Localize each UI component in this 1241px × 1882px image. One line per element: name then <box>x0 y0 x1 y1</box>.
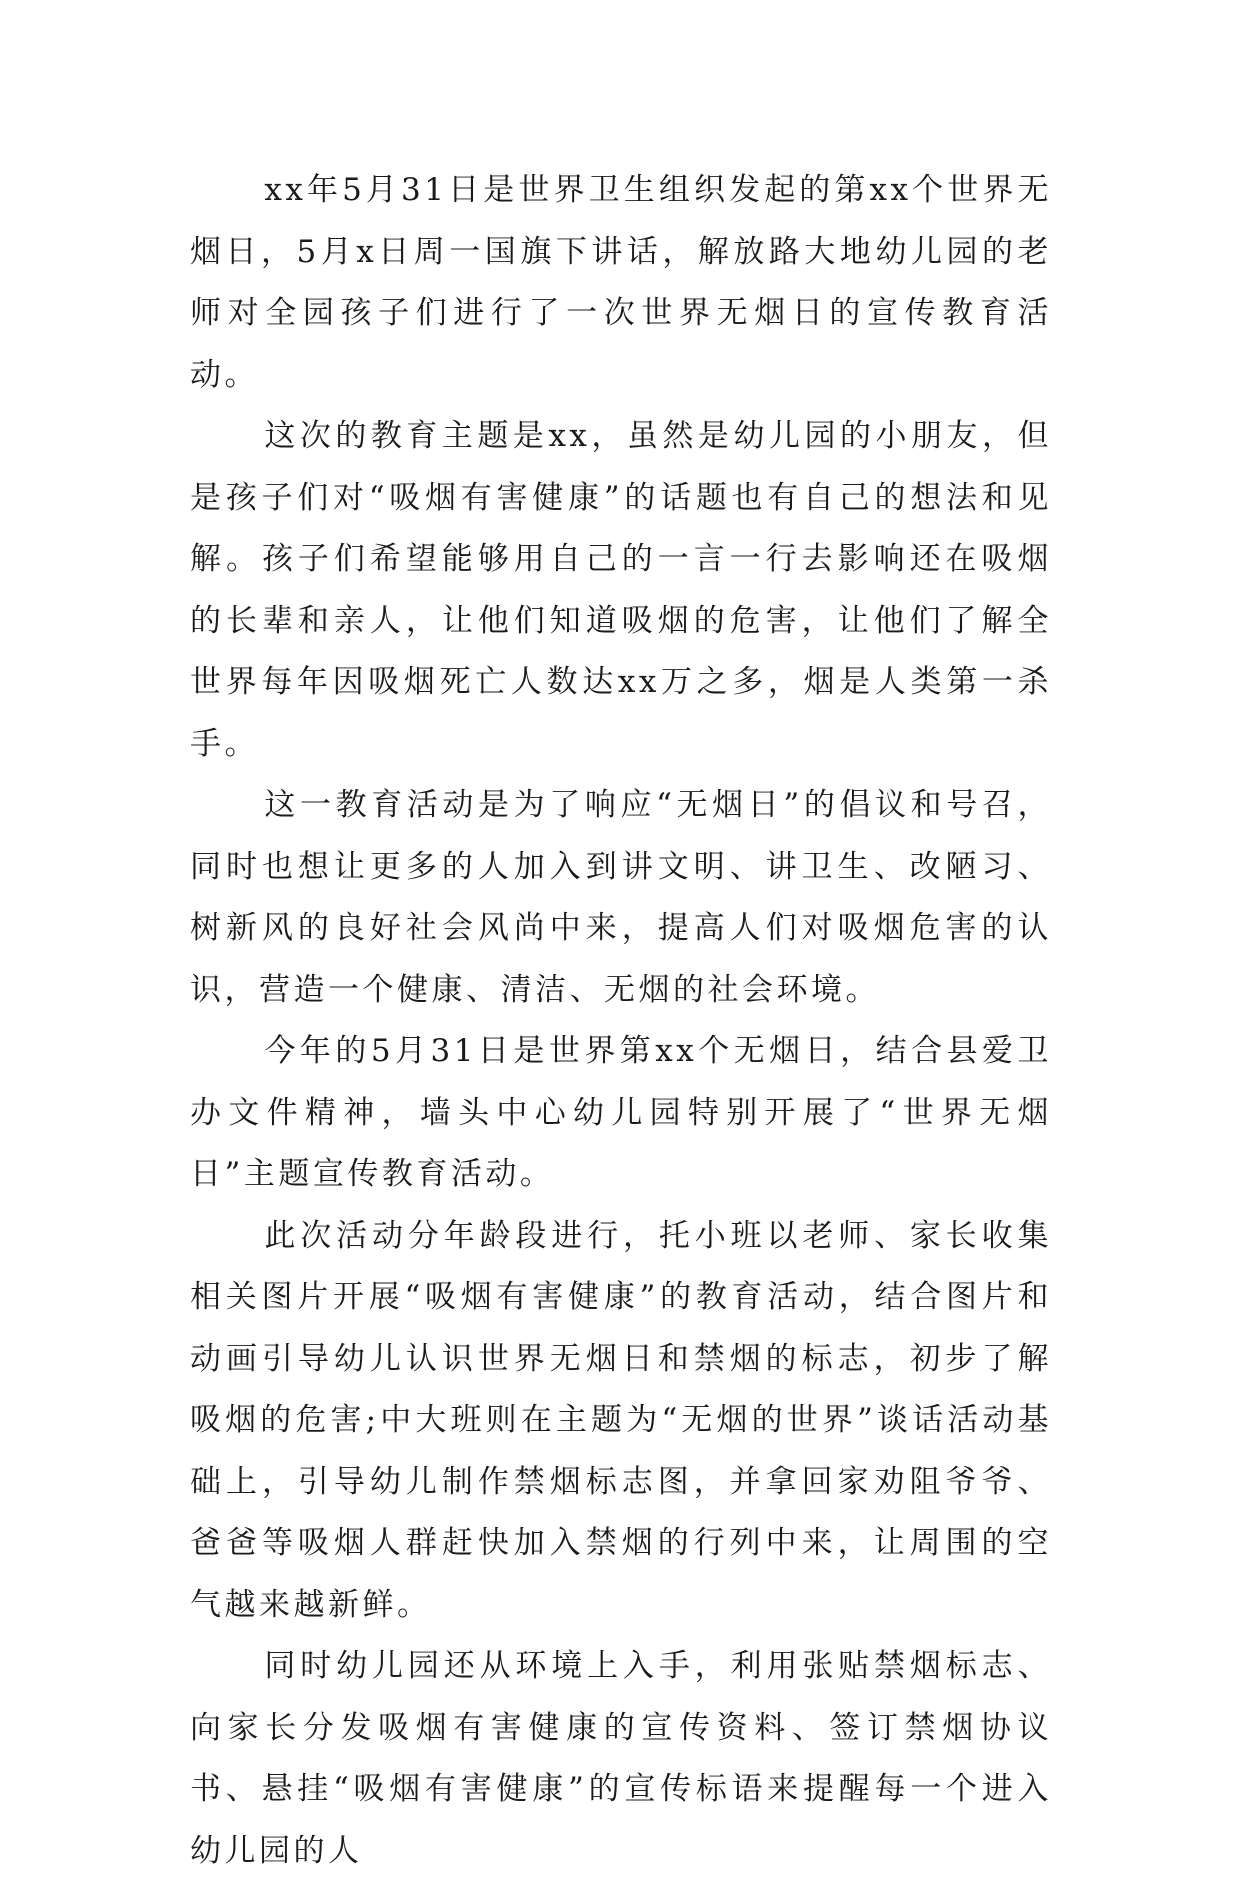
document-body <box>190 160 1052 1882</box>
paragraph-6: 同时幼儿园还从环境上入手，利用张贴禁烟标志、向家长分发吸烟有害健康的宣传资料、签订禁烟协议书、悬挂“吸烟有害健康”的宣传标语来提醒每一个进入幼儿园的人 <box>190 1648 1052 1869</box>
paragraph-4: 今年的5月31日是世界第xx个无烟日，结合县爱卫办文件精神，墙头中心幼儿园特别开展了“世界无烟日”主题宣传教育活动。 <box>190 1033 1052 1192</box>
paragraph-1: xx年5月31日是世界卫生组织发起的第xx个世界无烟日，5月x日周一国旗下讲话，解放路大地幼儿园的老师对全园孩子们进行了一次世界无烟日的宣传教育活动。 <box>190 172 1052 393</box>
paragraph-3: 这一教育活动是为了响应“无烟日”的倡议和号召，同时也想让更多的人加入到讲文明、讲卫生、改陋习、树新风的良好社会风尚中来，提高人们对吸烟危害的认识，营造一个健康、清洁、无烟的社会环境。 <box>190 787 1052 1008</box>
paragraph-2: 这次的教育主题是xx，虽然是幼儿园的小朋友，但是孩子们对“吸烟有害健康”的话题也有自己的想法和见解。孩子们希望能够用自己的一言一行去影响还在吸烟的长辈和亲人，让他们知道吸烟的危害，让他们了解全世界每年因吸烟死亡人数达xx万之多，烟是人类第一杀手。 <box>190 418 1052 762</box>
paragraph-5: 此次活动分年龄段进行，托小班以老师、家长收集相关图片开展“吸烟有害健康”的教育活动，结合图片和动画引导幼儿认识世界无烟日和禁烟的标志，初步了解吸烟的危害;中大班则在主题为“无烟的世界”谈话活动基础上，引导幼儿制作禁烟标志图，并拿回家劝阻爷爷、爸爸等吸烟人群赶快加入禁烟的行列中来，让周围的空气越来越新鲜。 <box>190 1217 1052 1623</box>
